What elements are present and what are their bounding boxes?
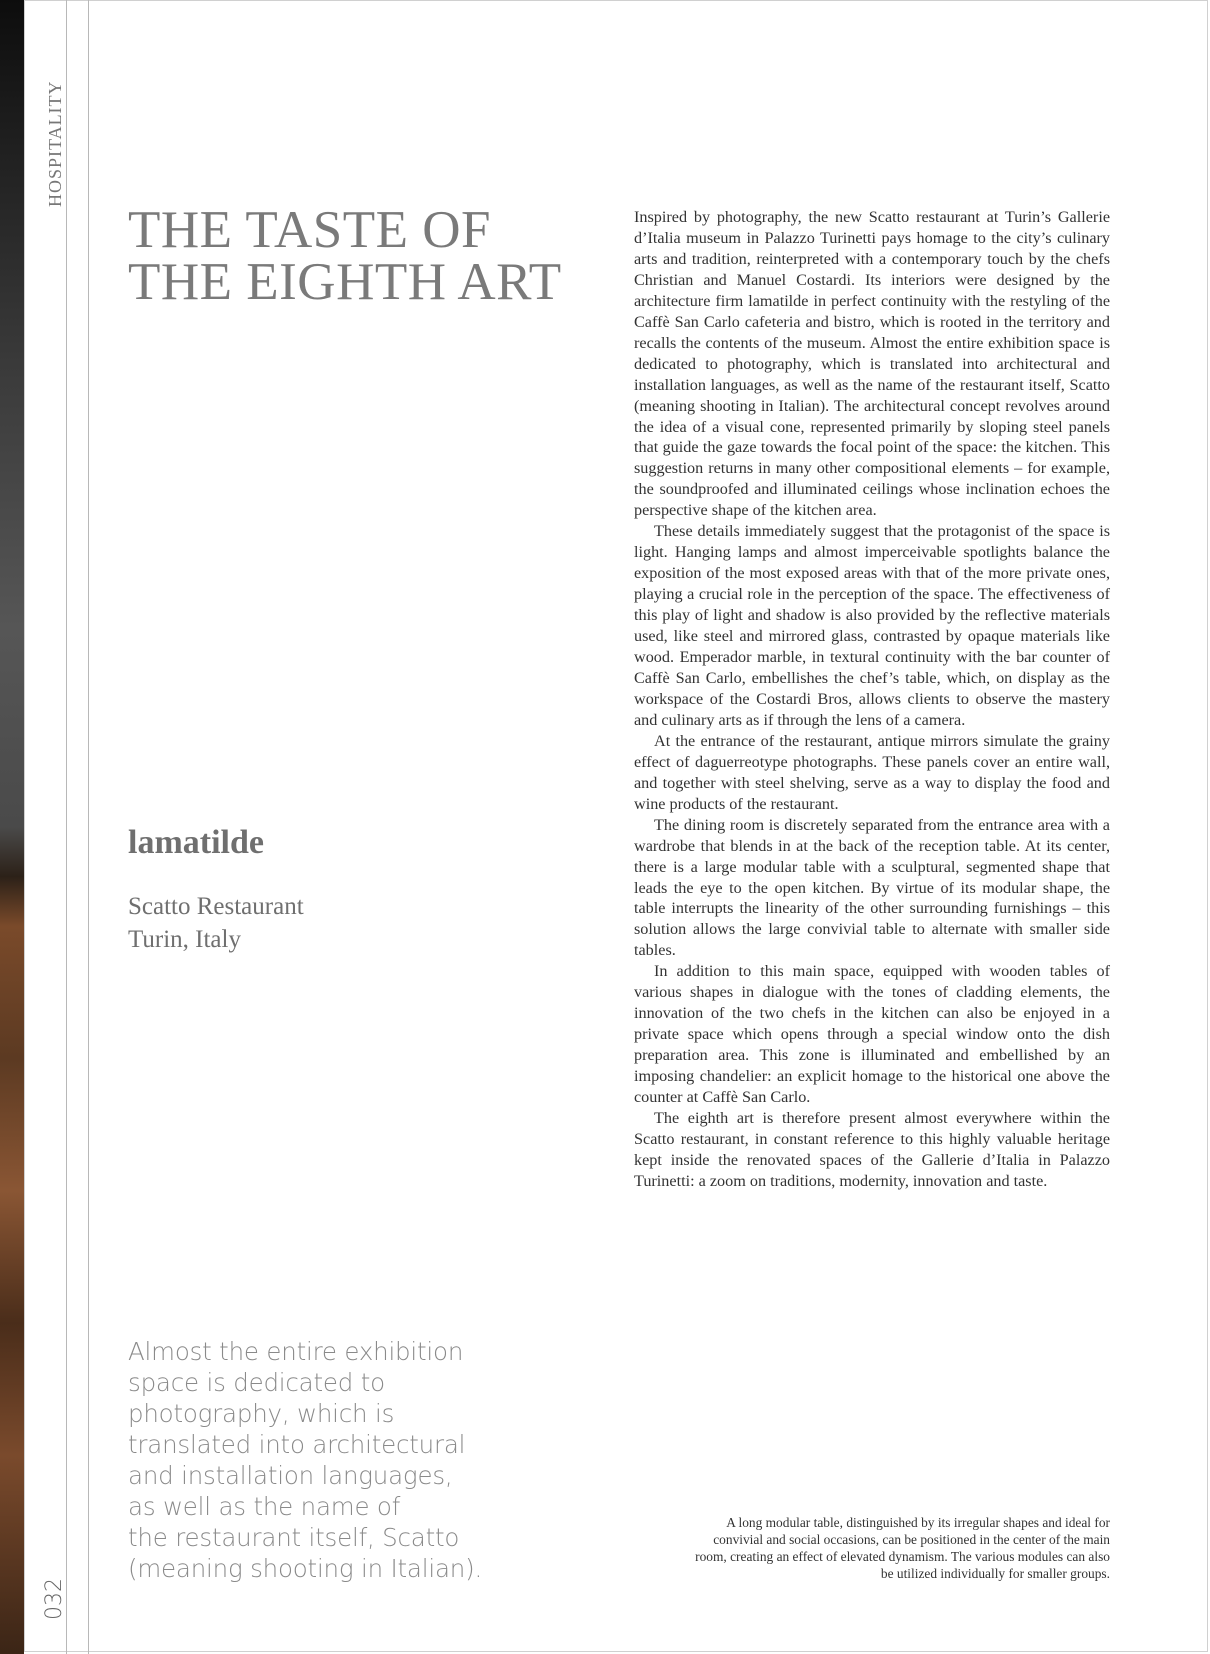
pull-quote-line: Almost the entire exhibition	[128, 1337, 464, 1366]
pull-quote-line: as well as the name of	[128, 1492, 401, 1521]
firm-name: lamatilde	[128, 824, 264, 861]
pull-quote-line: the restaurant itself, Scatto	[128, 1523, 460, 1552]
photo-caption: A long modular table, distinguished by its irregular shapes and ideal for convivial and social occasions, can be positioned in the center of the main room, creating an effect of elevated dynamism. The various modules can also be utilized individually for smaller groups.	[695, 1515, 1110, 1581]
article-title	[128, 201, 608, 311]
project-info	[128, 890, 304, 956]
title-line-1: THE TASTE OF	[128, 201, 491, 259]
pull-quote-line: photography, which is	[128, 1399, 395, 1428]
page-number: 032	[42, 1578, 67, 1620]
vertical-rule-left	[66, 0, 67, 1654]
title-line-2: THE EIGHTH ART	[128, 253, 562, 311]
pull-quote-line: space is dedicated to	[128, 1368, 385, 1397]
edge-photo-strip	[0, 0, 24, 1654]
body-paragraph: Inspired by photography, the new Scatto restaurant at Turin’s Gallerie d’Italia museum in Palazzo Turinetti pays homage to the city’s culinary arts and tradition, reinterpreted with a contemporary touch by the chefs Christian and Manuel Costardi. Its interiors were designed by the architecture firm lamatilde in perfect continuity with the restyling of the Caffè San Carlo cafeteria and bistro, which is rooted in the territory and recalls the contents of the museum. Almost the entire exhibition space is dedicated to photography, which is translated into architectural and installation languages, as well as the name of the restaurant itself, Scatto (meaning shooting in Italian). The architectural concept revolves around the idea of a visual cone, represented primarily by sloping steel panels that guide the gaze towards the focal point of the space: the kitchen. This suggestion returns in many other compositional elements – for example, the soundproofed and illuminated ceilings whose inclination echoes the perspective shape of the kitchen area.	[634, 208, 1110, 520]
section-label: HOSPITALITY	[45, 80, 65, 207]
body-paragraph: In addition to this main space, equipped with wooden tables of various shapes in dialogue with the tones of cladding elements, the innovation of the two chefs in the kitchen can also be enjoyed in a private space which opens through a special window onto the dish preparation area. This zone is illuminated and embellished by an imposing chandelier: an explicit homage to the historical one above the counter at Caffè San Carlo.	[634, 962, 1110, 1107]
pull-quote	[128, 1336, 528, 1584]
pull-quote-line: translated into architectural	[128, 1430, 466, 1459]
article-body	[634, 207, 1110, 1192]
body-paragraph: These details immediately suggest that the protagonist of the space is light. Hanging lamps and almost imperceivable spotlights balance the exposition of the most exposed areas with that of the more private ones, playing a crucial role in the perception of the space. The effectiveness of this play of light and shadow is also provided by the reflective materials used, like steel and mirrored glass, contrasted by opaque materials like wood. Emperador marble, in textural continuity with the bar counter of Caffè San Carlo, embellishes the chef’s table, which, on display as the workspace of the Costardi Bros, allows clients to observe the mastery and culinary arts as if through the lens of a camera.	[634, 522, 1110, 729]
body-paragraph: The eighth art is therefore present almost everywhere within the Scatto restaurant, in constant reference to this highly valuable heritage kept inside the renovated spaces of the Gallerie d’Italia in Palazzo Turinetti: a zoom on traditions, modernity, innovation and taste.	[634, 1108, 1110, 1190]
project-name: Scatto Restaurant	[128, 893, 304, 920]
vertical-rule-right	[88, 0, 89, 1654]
body-paragraph: The dining room is discretely separated from the entrance area with a wardrobe that blends in at the back of the reception table. At its center, there is a large modular table with a sculptural, segmented shape that leads the eye to the open kitchen. By virtue of its modular shape, the table interrupts the linearity of the other surrounding furnishings – this solution allows the large convivial table to alternate with smaller side tables.	[634, 815, 1110, 960]
body-paragraph: At the entrance of the restaurant, antique mirrors simulate the grainy effect of daguerreotype photographs. These panels cover an entire wall, and together with steel shelving, serve as a way to display the food and wine products of the restaurant.	[634, 731, 1110, 813]
pull-quote-line: (meaning shooting in Italian).	[128, 1554, 483, 1583]
project-location: Turin, Italy	[128, 926, 241, 953]
pull-quote-line: and installation languages,	[128, 1461, 453, 1490]
